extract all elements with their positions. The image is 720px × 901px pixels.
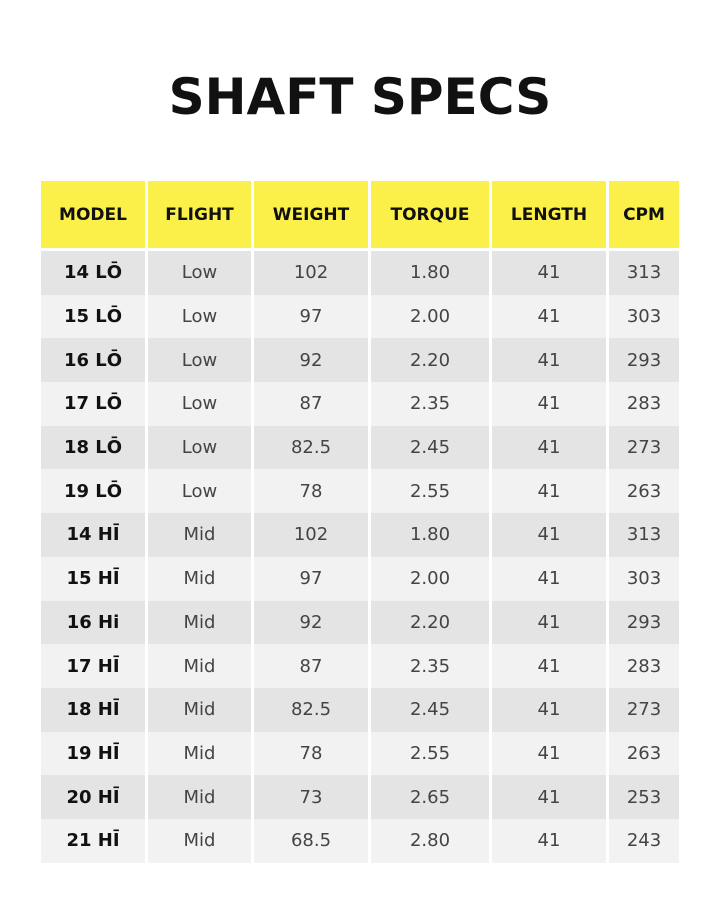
length-cell: 41 bbox=[492, 644, 606, 688]
flight-cell: Mid bbox=[148, 775, 251, 819]
weight-cell: 78 bbox=[254, 732, 368, 776]
length-cell: 41 bbox=[492, 338, 606, 382]
model-cell: 17 HĪ bbox=[41, 644, 145, 688]
model-cell: 16 Hi bbox=[41, 601, 145, 645]
weight-cell: 73 bbox=[254, 775, 368, 819]
table-row bbox=[41, 601, 679, 645]
table-row bbox=[41, 513, 679, 557]
table-row bbox=[41, 469, 679, 513]
shaft-specs-table bbox=[38, 181, 682, 863]
cpm-cell: 293 bbox=[609, 338, 679, 382]
torque-cell: 2.45 bbox=[371, 426, 489, 470]
cpm-cell: 303 bbox=[609, 295, 679, 339]
flight-cell: Low bbox=[148, 251, 251, 295]
flight-cell: Mid bbox=[148, 732, 251, 776]
weight-cell: 92 bbox=[254, 338, 368, 382]
weight-cell: 82.5 bbox=[254, 426, 368, 470]
torque-cell: 2.55 bbox=[371, 469, 489, 513]
cpm-cell: 263 bbox=[609, 469, 679, 513]
weight-cell: 97 bbox=[254, 295, 368, 339]
weight-cell: 97 bbox=[254, 557, 368, 601]
flight-cell: Low bbox=[148, 426, 251, 470]
weight-cell: 92 bbox=[254, 601, 368, 645]
model-cell: 19 HĪ bbox=[41, 732, 145, 776]
cpm-cell: 263 bbox=[609, 732, 679, 776]
torque-cell: 2.65 bbox=[371, 775, 489, 819]
table-row bbox=[41, 688, 679, 732]
column-header-cpm: CPM bbox=[609, 181, 679, 251]
flight-cell: Low bbox=[148, 295, 251, 339]
torque-cell: 1.80 bbox=[371, 251, 489, 295]
cpm-cell: 243 bbox=[609, 819, 679, 863]
length-cell: 41 bbox=[492, 469, 606, 513]
cpm-cell: 283 bbox=[609, 644, 679, 688]
length-cell: 41 bbox=[492, 426, 606, 470]
length-cell: 41 bbox=[492, 688, 606, 732]
table-row bbox=[41, 382, 679, 426]
table-body bbox=[41, 251, 679, 863]
flight-cell: Mid bbox=[148, 644, 251, 688]
weight-cell: 102 bbox=[254, 513, 368, 557]
torque-cell: 1.80 bbox=[371, 513, 489, 557]
column-header-torque: TORQUE bbox=[371, 181, 489, 251]
torque-cell: 2.00 bbox=[371, 295, 489, 339]
torque-cell: 2.20 bbox=[371, 601, 489, 645]
table-row bbox=[41, 338, 679, 382]
table-row bbox=[41, 557, 679, 601]
model-cell: 17 LŌ bbox=[41, 382, 145, 426]
flight-cell: Mid bbox=[148, 601, 251, 645]
length-cell: 41 bbox=[492, 732, 606, 776]
weight-cell: 78 bbox=[254, 469, 368, 513]
weight-cell: 87 bbox=[254, 644, 368, 688]
model-cell: 18 HĪ bbox=[41, 688, 145, 732]
length-cell: 41 bbox=[492, 251, 606, 295]
cpm-cell: 273 bbox=[609, 688, 679, 732]
torque-cell: 2.20 bbox=[371, 338, 489, 382]
model-cell: 18 LŌ bbox=[41, 426, 145, 470]
model-cell: 15 LŌ bbox=[41, 295, 145, 339]
table-header-row bbox=[41, 181, 679, 251]
model-cell: 19 LŌ bbox=[41, 469, 145, 513]
torque-cell: 2.45 bbox=[371, 688, 489, 732]
table-row bbox=[41, 644, 679, 688]
table-row bbox=[41, 251, 679, 295]
column-header-model: MODEL bbox=[41, 181, 145, 251]
cpm-cell: 313 bbox=[609, 251, 679, 295]
table-row bbox=[41, 426, 679, 470]
length-cell: 41 bbox=[492, 775, 606, 819]
flight-cell: Low bbox=[148, 382, 251, 426]
column-header-weight: WEIGHT bbox=[254, 181, 368, 251]
cpm-cell: 283 bbox=[609, 382, 679, 426]
flight-cell: Low bbox=[148, 338, 251, 382]
model-cell: 14 HĪ bbox=[41, 513, 145, 557]
length-cell: 41 bbox=[492, 557, 606, 601]
flight-cell: Mid bbox=[148, 688, 251, 732]
cpm-cell: 293 bbox=[609, 601, 679, 645]
length-cell: 41 bbox=[492, 601, 606, 645]
cpm-cell: 253 bbox=[609, 775, 679, 819]
flight-cell: Low bbox=[148, 469, 251, 513]
table-row bbox=[41, 295, 679, 339]
torque-cell: 2.35 bbox=[371, 644, 489, 688]
weight-cell: 87 bbox=[254, 382, 368, 426]
flight-cell: Mid bbox=[148, 819, 251, 863]
weight-cell: 68.5 bbox=[254, 819, 368, 863]
weight-cell: 102 bbox=[254, 251, 368, 295]
model-cell: 14 LŌ bbox=[41, 251, 145, 295]
model-cell: 16 LŌ bbox=[41, 338, 145, 382]
page-title: SHAFT SPECS bbox=[168, 68, 552, 126]
table-row bbox=[41, 775, 679, 819]
column-header-flight: FLIGHT bbox=[148, 181, 251, 251]
model-cell: 15 HĪ bbox=[41, 557, 145, 601]
length-cell: 41 bbox=[492, 295, 606, 339]
model-cell: 21 HĪ bbox=[41, 819, 145, 863]
flight-cell: Mid bbox=[148, 513, 251, 557]
flight-cell: Mid bbox=[148, 557, 251, 601]
torque-cell: 2.00 bbox=[371, 557, 489, 601]
torque-cell: 2.80 bbox=[371, 819, 489, 863]
weight-cell: 82.5 bbox=[254, 688, 368, 732]
cpm-cell: 303 bbox=[609, 557, 679, 601]
table-row bbox=[41, 819, 679, 863]
length-cell: 41 bbox=[492, 382, 606, 426]
model-cell: 20 HĪ bbox=[41, 775, 145, 819]
cpm-cell: 313 bbox=[609, 513, 679, 557]
length-cell: 41 bbox=[492, 513, 606, 557]
torque-cell: 2.55 bbox=[371, 732, 489, 776]
table-row bbox=[41, 732, 679, 776]
column-header-length: LENGTH bbox=[492, 181, 606, 251]
cpm-cell: 273 bbox=[609, 426, 679, 470]
torque-cell: 2.35 bbox=[371, 382, 489, 426]
length-cell: 41 bbox=[492, 819, 606, 863]
